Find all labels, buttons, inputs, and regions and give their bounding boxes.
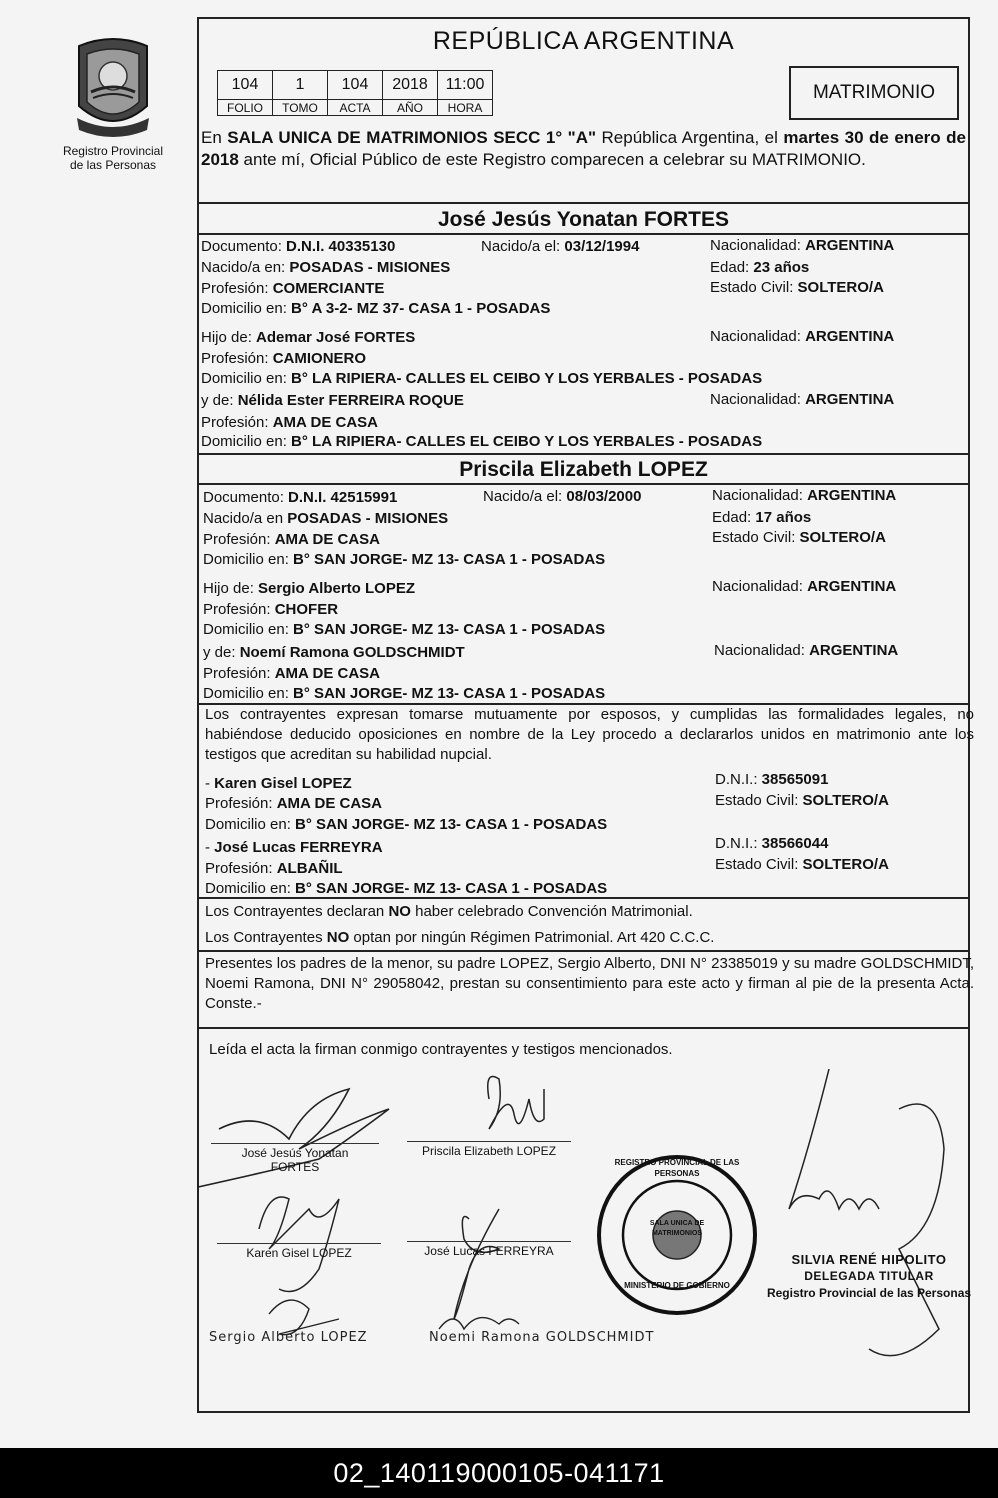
- intro-text-2: República Argentina, el: [596, 128, 784, 147]
- agency-name-line2: de las Personas: [69, 158, 157, 172]
- patrimonial-regime-statement: Los Contrayentes NO optan por ningún Régimen Patrimonial. Art 420 C.C.C.: [205, 929, 715, 946]
- province-shield-icon: [73, 36, 153, 140]
- intro-date: martes 30 de enero de 2018: [201, 128, 966, 169]
- divider: [199, 483, 968, 485]
- spouse1-name: José Jesús Yonatan FORTES: [438, 208, 729, 231]
- intro-place: SALA UNICA DE MATRIMONIOS SECC 1° "A": [227, 128, 597, 147]
- acta-value: 104: [328, 71, 383, 100]
- divider: [199, 202, 968, 204]
- spouse2-profession: Profesión: AMA DE CASA: [203, 531, 380, 548]
- stamp-outer-text: REGISTRO PROVINCIAL DE LAS PERSONAS: [614, 1158, 740, 1178]
- record-reference-table: [217, 70, 493, 116]
- witness1-profession: Profesión: AMA DE CASA: [205, 795, 382, 812]
- spouse2-mother-nationality: Nacionalidad: ARGENTINA: [714, 642, 899, 659]
- signature-label-witness2: José Lucas FERREYRA: [424, 1244, 554, 1258]
- witness2-profession: Profesión: ALBAÑIL: [205, 860, 343, 877]
- witness2-address: Domicilio en: B° SAN JORGE- MZ 13- CASA 1 - POSADAS: [205, 880, 608, 897]
- folio-value: 104: [218, 71, 273, 100]
- spouse1-father-address: Domicilio en: B° LA RIPIERA- CALLES EL CEIBO Y LOS YERBALES - POSADAS: [201, 370, 763, 387]
- spouse1-address: Domicilio en: B° A 3-2- MZ 37- CASA 1 - POSADAS: [201, 300, 551, 317]
- signature-line: [407, 1241, 571, 1242]
- divider: [199, 950, 968, 952]
- witness1-dni: D.N.I.: 38565091: [715, 771, 829, 788]
- document-id-footer: 02_140119000105-041171: [0, 1448, 998, 1498]
- signature-line: [407, 1141, 571, 1142]
- signature-label-witness1: Karen Gisel LOPEZ: [246, 1246, 352, 1260]
- tomo-label: TOMO: [273, 100, 328, 116]
- witness1-civil-status: Estado Civil: SOLTERO/A: [715, 792, 889, 809]
- intro-text-3: ante mí, Oficial Público de este Registro comparecen a celebrar su MATRIMONIO.: [238, 150, 866, 169]
- spouse2-name: Priscila Elizabeth LOPEZ: [459, 458, 708, 481]
- witness2-civil-status: Estado Civil: SOLTERO/A: [715, 856, 889, 873]
- divider: [199, 1027, 968, 1029]
- spouse2-age: Edad: 17 años: [712, 509, 812, 526]
- signature-line: [211, 1143, 379, 1144]
- spouse1-mother-nationality: Nacionalidad: ARGENTINA: [710, 391, 895, 408]
- spouse2-father-address: Domicilio en: B° SAN JORGE- MZ 13- CASA 1 - POSADAS: [203, 621, 606, 638]
- spouse2-father: Hijo de: Sergio Alberto LOPEZ: [203, 580, 415, 597]
- witness1-name: - Karen Gisel LOPEZ: [205, 775, 352, 792]
- hora-value: 11:00: [438, 71, 493, 100]
- anio-value: 2018: [383, 71, 438, 100]
- intro-text-1: En: [201, 128, 228, 147]
- act-type-box: MATRIMONIO: [789, 66, 959, 120]
- spouse1-age: Edad: 23 años: [710, 259, 810, 276]
- official-office: Registro Provincial de las Personas: [766, 1286, 972, 1300]
- divider: [199, 453, 968, 455]
- certificate-frame: [197, 17, 974, 1413]
- divider: [199, 897, 968, 899]
- spouse1-father: Hijo de: Ademar José FORTES: [201, 329, 416, 346]
- spouse1-father-nationality: Nacionalidad: ARGENTINA: [710, 328, 895, 345]
- tomo-value: 1: [273, 71, 328, 100]
- spouse2-document: Documento: D.N.I. 42515991: [203, 489, 398, 506]
- agency-logo: [48, 36, 178, 172]
- folio-label: FOLIO: [218, 100, 273, 116]
- acta-label: ACTA: [328, 100, 383, 116]
- spouse1-document: Documento: D.N.I. 40335130: [201, 238, 396, 255]
- country-title: REPÚBLICA ARGENTINA: [432, 27, 735, 55]
- spouse2-birthplace: Nacido/a en POSADAS - MISIONES: [203, 510, 449, 527]
- spouse1-civil-status: Estado Civil: SOLTERO/A: [710, 279, 884, 296]
- convention-statement: Los Contrayentes declaran NO haber celebrado Convención Matrimonial.: [205, 903, 693, 920]
- spouse1-nationality: Nacionalidad: ARGENTINA: [710, 237, 895, 254]
- handwritten-mother-name: Noemi Ramona GOLDSCHMIDT: [429, 1330, 655, 1345]
- spouse1-mother: y de: Nélida Ester FERREIRA ROQUE: [201, 392, 464, 409]
- stamp-bottom-text: MINISTERIO DE GOBIERNO: [624, 1281, 730, 1290]
- closing-statement: Leída el acta la firman conmigo contrayentes y testigos mencionados.: [209, 1041, 673, 1058]
- spouse1-birthdate: Nacido/a el: 03/12/1994: [481, 238, 640, 255]
- handwritten-father-name: Sergio Alberto LOPEZ: [209, 1330, 368, 1345]
- spouse1-mother-profession: Profesión: AMA DE CASA: [201, 414, 378, 431]
- spouse1-profession: Profesión: COMERCIANTE: [201, 280, 385, 297]
- spouse1-birthplace: Nacido/a en: POSADAS - MISIONES: [201, 259, 451, 276]
- spouse1-father-profession: Profesión: CAMIONERO: [201, 350, 367, 367]
- spouse2-father-profession: Profesión: CHOFER: [203, 601, 339, 618]
- spouse2-mother-address: Domicilio en: B° SAN JORGE- MZ 13- CASA 1 - POSADAS: [203, 685, 606, 702]
- witness2-name: - José Lucas FERREYRA: [205, 839, 383, 856]
- anio-label: AÑO: [383, 100, 438, 116]
- spouse2-civil-status: Estado Civil: SOLTERO/A: [712, 529, 886, 546]
- signature-line: [217, 1243, 381, 1244]
- agency-name-line1: Registro Provincial: [62, 144, 164, 158]
- witness2-dni: D.N.I.: 38566044: [715, 835, 829, 852]
- spouse2-birthdate: Nacido/a el: 08/03/2000: [483, 488, 642, 505]
- official-role: DELEGADA TITULAR: [804, 1269, 934, 1283]
- signature-label-spouse2: Priscila Elizabeth LOPEZ: [421, 1144, 557, 1158]
- spouse1-mother-address: Domicilio en: B° LA RIPIERA- CALLES EL CEIBO Y LOS YERBALES - POSADAS: [201, 433, 763, 450]
- divider: [199, 233, 968, 235]
- official-name: SILVIA RENÉ HIPOLITO: [791, 1252, 947, 1267]
- spouse2-father-nationality: Nacionalidad: ARGENTINA: [712, 578, 897, 595]
- hora-label: HORA: [438, 100, 493, 116]
- witness1-address: Domicilio en: B° SAN JORGE- MZ 13- CASA 1 - POSADAS: [205, 816, 608, 833]
- intro-paragraph: [201, 127, 966, 171]
- parental-consent-paragraph: Presentes los padres de la menor, su padre LOPEZ, Sergio Alberto, DNI N° 23385019 y su madre GOLDSCHMIDT, Noemi Ramona, DNI N° 29058042, prestan su consentimiento para este acto y firman al pie de la presenta Acta. Conste.-: [205, 955, 974, 1012]
- spouse2-address: Domicilio en: B° SAN JORGE- MZ 13- CASA 1 - POSADAS: [203, 551, 606, 568]
- spouse2-mother-profession: Profesión: AMA DE CASA: [203, 665, 380, 682]
- declaration-paragraph: Los contrayentes expresan tomarse mutuamente por esposos, y cumplidas las formalidades legales, no habiéndose deducido oposiciones en nombre de la Ley procedo a declararlos unidos en matrimonio ante los testigos que acreditan su habilidad nupcial.: [205, 706, 974, 763]
- spouse2-nationality: Nacionalidad: ARGENTINA: [712, 487, 897, 504]
- signature-label-spouse1: José Jesús Yonatan FORTES: [241, 1146, 349, 1174]
- spouse2-mother: y de: Noemí Ramona GOLDSCHMIDT: [203, 644, 465, 661]
- stamp-inner-text: SALA UNICA DE MATRIMONIOS: [649, 1220, 705, 1237]
